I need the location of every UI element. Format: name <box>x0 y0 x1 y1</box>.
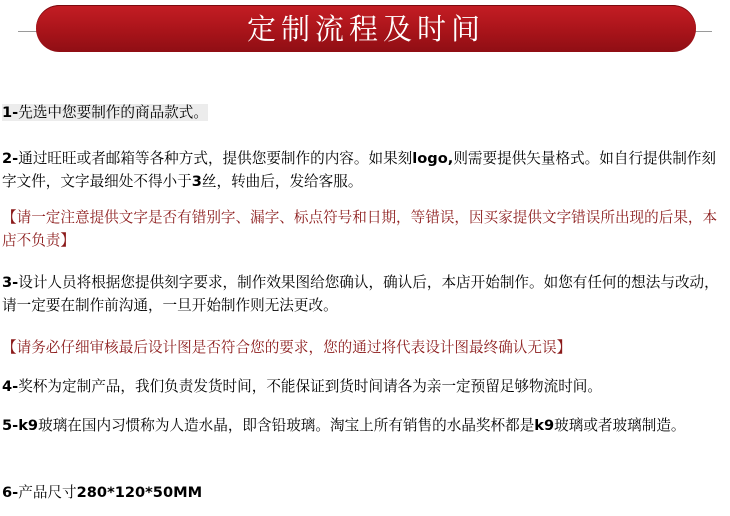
step-4 <box>2 375 726 398</box>
step-6-text: 产品尺寸 <box>18 484 77 501</box>
warning-2: 【请务必仔细审核最后设计图是否符合您的要求，您的通过将代表设计图最终确认无误】 <box>2 339 572 356</box>
step-3-number: 3- <box>2 274 19 291</box>
step-4-number: 4- <box>2 378 19 395</box>
step-2-text-a: 通过旺旺或者邮箱等各种方式，提供您要制作的内容。如果刻 <box>18 150 413 167</box>
header-banner-area <box>0 0 730 64</box>
step-5-text-a: 玻璃在国内习惯称为人造水晶，即含铅玻璃。淘宝上所有销售的水晶奖杯都是 <box>38 417 535 434</box>
page-title: 定制流程及时间 <box>246 12 485 46</box>
step-4-text: 奖杯为定制产品，我们负责发货时间，不能保证到货时间请各为亲一定预留足够物流时间。 <box>18 378 602 395</box>
warning-1: 【请一定注意提供文字是否有错别字、漏字、标点符号和日期，等错误，因买家提供文字错误所出现的后果，本店不负责】 <box>2 209 718 249</box>
header-banner <box>36 5 696 52</box>
step-6-size: 280*120*50MM <box>76 484 203 501</box>
step-6 <box>2 481 726 504</box>
step-3 <box>2 271 726 317</box>
step-2 <box>2 147 726 193</box>
step-5-text-b: 玻璃或者玻璃制造。 <box>554 417 686 434</box>
step-3-text: 设计人员将根据您提供刻字要求，制作效果图给您确认，确认后，本店开始制作。如您有任何的想法与改动，请一定要在制作前沟通，一旦开始制作则无法更改。 <box>2 274 719 314</box>
step-2-text-c: 丝，转曲后，发给客服。 <box>201 173 363 190</box>
step-5 <box>2 414 726 437</box>
step-1-number: 1- <box>2 104 19 121</box>
step-6-number: 6- <box>2 484 19 501</box>
step-2-number: 2- <box>2 150 19 167</box>
step-5-k9-first: k9 <box>18 417 39 434</box>
step-1-highlight <box>2 104 208 121</box>
step-2-logo: logo, <box>412 150 454 167</box>
step-1 <box>2 101 726 124</box>
step-2-text-b: 则需要提供矢量格式。如自行提供制作刻字文件，文字最细处不得小于 <box>2 150 717 190</box>
step-5-k9-second: k9 <box>534 417 555 434</box>
step-5-number: 5- <box>2 417 19 434</box>
step-1-text: 先选中您要制作的商品款式。 <box>18 104 208 121</box>
step-2-three: 3 <box>191 173 202 190</box>
